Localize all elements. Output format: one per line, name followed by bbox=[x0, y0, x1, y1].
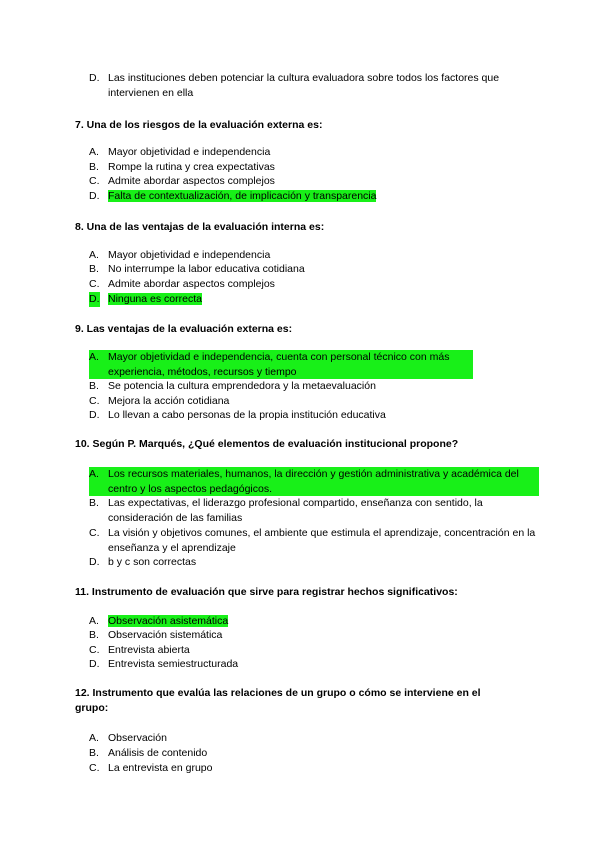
q10-option-d bbox=[89, 555, 539, 570]
q10-option-b bbox=[89, 496, 539, 525]
option-letter: C. bbox=[89, 527, 100, 539]
question-10-title: 10. Según P. Marqués, ¿Qué elementos de evaluación institucional propone? bbox=[75, 438, 459, 450]
option-text: Análisis de contenido bbox=[108, 747, 208, 759]
option-text: Las instituciones deben potenciar la cultura evaluadora sobre todos los factores que intervienen en ella bbox=[108, 72, 500, 99]
option-letter: A. bbox=[89, 468, 99, 480]
q11-option-a bbox=[89, 614, 539, 629]
option-letter: B. bbox=[89, 380, 99, 392]
q12-option-c bbox=[89, 761, 539, 776]
q7-option-c bbox=[89, 174, 539, 189]
lead-option-d bbox=[89, 71, 539, 100]
option-text: La visión y objetivos comunes, el ambiente que estimula el aprendizaje, concentración en la enseñanza y el aprendizaje bbox=[108, 527, 536, 554]
option-text-highlighted: Falta de contextualización, de implicación y transparencia bbox=[108, 190, 377, 202]
question-12-title: 12. Instrumento que evalúa las relaciones de un grupo o cómo se interviene en el grupo: bbox=[75, 687, 481, 714]
q9-option-a bbox=[89, 350, 473, 379]
option-letter: B. bbox=[89, 161, 99, 173]
option-letter: D. bbox=[89, 658, 100, 670]
option-text-highlighted: Ninguna es correcta bbox=[108, 293, 202, 305]
option-text: Observación sistemática bbox=[108, 629, 223, 641]
question-11-title: 11. Instrumento de evaluación que sirve para registrar hechos significativos: bbox=[75, 586, 458, 598]
option-text: No interrumpe la labor educativa cotidiana bbox=[108, 263, 305, 275]
option-text: Mayor objetividad e independencia, cuenta con personal técnico con más experiencia, métodos, recursos y tiempo bbox=[108, 351, 450, 378]
option-text: Los recursos materiales, humanos, la dirección y gestión administrativa y académica del centro y los aspectos pedagógicos. bbox=[108, 468, 519, 495]
question-9-title: 9. Las ventajas de la evaluación externa es: bbox=[75, 323, 293, 335]
option-text: Mayor objetividad e independencia bbox=[108, 249, 271, 261]
option-letter: A. bbox=[89, 351, 99, 363]
option-letter: B. bbox=[89, 747, 99, 759]
option-letter: B. bbox=[89, 629, 99, 641]
option-letter: D. bbox=[89, 72, 100, 84]
q8-option-d bbox=[89, 292, 539, 307]
option-letter: B. bbox=[89, 263, 99, 275]
option-letter: C. bbox=[89, 278, 100, 290]
q7-option-b bbox=[89, 160, 539, 175]
q9-option-d bbox=[89, 408, 539, 423]
option-letter: B. bbox=[89, 497, 99, 509]
option-letter: D. bbox=[89, 293, 100, 305]
q9-option-b bbox=[89, 379, 539, 394]
option-text: La entrevista en grupo bbox=[108, 762, 213, 774]
q9-option-c bbox=[89, 394, 539, 409]
option-letter: A. bbox=[89, 249, 99, 261]
q8-option-b bbox=[89, 262, 539, 277]
q11-option-d bbox=[89, 657, 539, 672]
question-8-title: 8. Una de las ventajas de la evaluación interna es: bbox=[75, 221, 325, 233]
option-text: Entrevista abierta bbox=[108, 644, 190, 656]
option-letter: A. bbox=[89, 146, 99, 158]
q7-option-d bbox=[89, 189, 539, 204]
option-text: Se potencia la cultura emprendedora y la metaevaluación bbox=[108, 380, 376, 392]
option-letter: C. bbox=[89, 175, 100, 187]
option-letter: D. bbox=[89, 190, 100, 202]
q8-option-a bbox=[89, 248, 539, 263]
option-letter: A. bbox=[89, 732, 99, 744]
q11-option-b bbox=[89, 628, 539, 643]
option-text: Entrevista semiestructurada bbox=[108, 658, 239, 670]
option-letter: D. bbox=[89, 409, 100, 421]
q11-option-c bbox=[89, 643, 539, 658]
q10-option-c bbox=[89, 526, 539, 555]
q12-option-a bbox=[89, 731, 539, 746]
option-text-highlighted: Observación asistemática bbox=[108, 615, 229, 627]
option-text: Observación bbox=[108, 732, 167, 744]
option-text: Lo llevan a cabo personas de la propia institución educativa bbox=[108, 409, 386, 421]
q8-option-c bbox=[89, 277, 539, 292]
option-letter: C. bbox=[89, 395, 100, 407]
q12-option-b bbox=[89, 746, 539, 761]
q7-option-a bbox=[89, 145, 539, 160]
option-text: b y c son correctas bbox=[108, 556, 197, 568]
option-text: Rompe la rutina y crea expectativas bbox=[108, 161, 275, 173]
option-letter: C. bbox=[89, 644, 100, 656]
question-7-title: 7. Una de los riesgos de la evaluación externa es: bbox=[75, 119, 323, 131]
q10-option-a bbox=[89, 467, 539, 496]
option-text: Admite abordar aspectos complejos bbox=[108, 278, 275, 290]
option-text: Las expectativas, el liderazgo profesional compartido, enseñanza con sentido, la consideración de las familias bbox=[108, 497, 483, 524]
option-letter: A. bbox=[89, 615, 99, 627]
option-text: Admite abordar aspectos complejos bbox=[108, 175, 275, 187]
option-text: Mayor objetividad e independencia bbox=[108, 146, 271, 158]
option-letter: C. bbox=[89, 762, 100, 774]
option-letter: D. bbox=[89, 556, 100, 568]
option-text: Mejora la acción cotidiana bbox=[108, 395, 230, 407]
